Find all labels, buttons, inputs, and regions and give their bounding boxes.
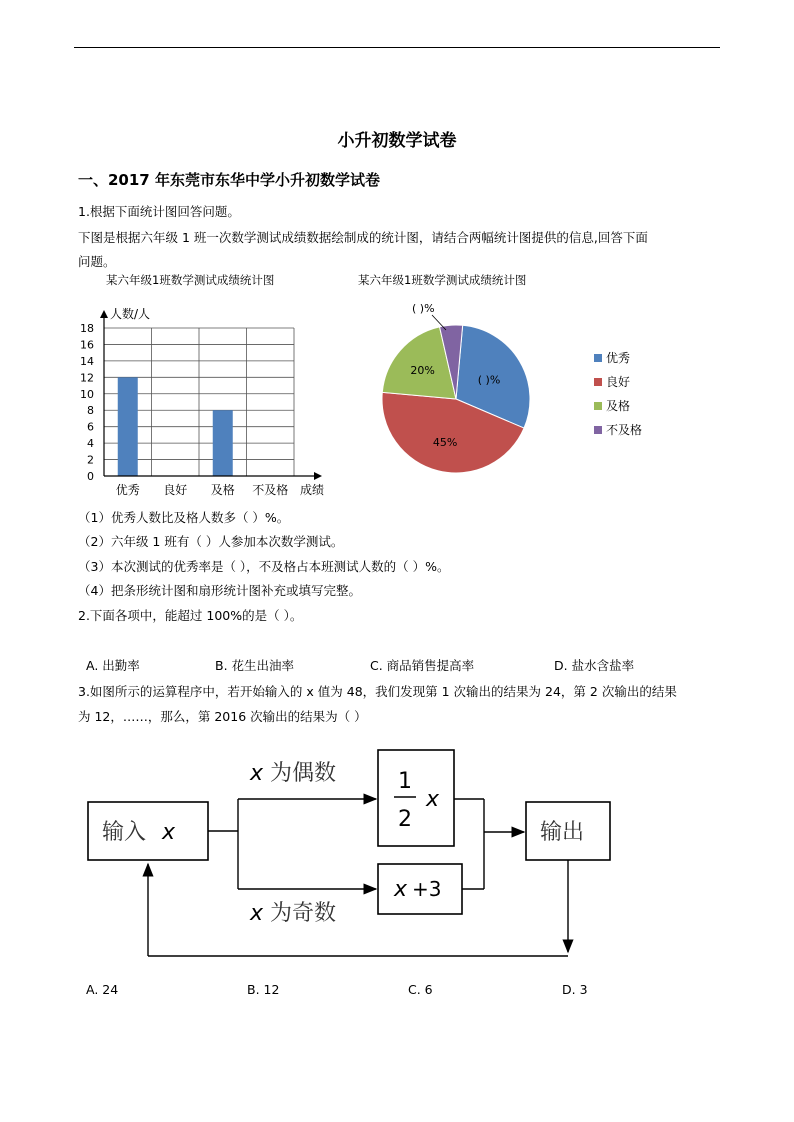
q2-stem: 2.下面各项中，能超过 100%的是（ ）。 — [78, 608, 303, 623]
bar-chart-title: 某六年级1班数学测试成绩统计图 — [106, 273, 275, 287]
q3-option-a[interactable]: A. 24 — [86, 982, 119, 997]
bar-y-axis-label: 人数/人 — [110, 307, 151, 321]
flow-half-numerator: 1 — [398, 769, 412, 794]
q1-sub1: （1）优秀人数比及格人数多（ ）%。 — [78, 510, 290, 525]
q2-option-b[interactable]: B. 花生出油率 — [215, 658, 295, 673]
q3-option-b[interactable]: B. 12 — [247, 982, 280, 997]
pie-chart-title: 某六年级1班数学测试成绩统计图 — [358, 273, 527, 287]
bar-y-tick-label: 2 — [87, 453, 94, 467]
q2-option-d[interactable]: D. 盐水含盐率 — [554, 658, 635, 673]
pie-legend-label: 优秀 — [606, 351, 631, 365]
flow-plus3-var: x — [394, 877, 408, 902]
bar-x-tick-label: 不及格 — [252, 483, 289, 497]
q1-sub3: （3）本次测试的优秀率是（ ），不及格占本班测试人数的（ ）%。 — [78, 559, 450, 574]
pie-legend-label: 不及格 — [606, 423, 643, 437]
bar-x-tick-label: 良好 — [163, 483, 188, 497]
bar-x-tick-label: 及格 — [210, 483, 235, 497]
bar-y-tick-label: 16 — [80, 338, 94, 352]
bar-2 — [213, 410, 233, 476]
pie-legend-swatch — [594, 402, 602, 410]
section-heading: 一、2017 年东莞市东华中学小升初数学试卷 — [78, 171, 380, 189]
q1-intro-line2: 问题。 — [78, 254, 116, 269]
flow-output-label: 输出 — [540, 820, 585, 845]
flow-odd-label: 为奇数 — [270, 901, 337, 926]
q1-intro-line1: 下图是根据六年级 1 班一次数学测试成绩数据绘制成的统计图，请结合两幅统计图提供的信息,回答下面 — [78, 230, 648, 245]
flow-even-label: 为偶数 — [270, 761, 337, 786]
q2-option-c[interactable]: C. 商品销售提高率 — [370, 658, 475, 673]
bar-y-tick-label: 8 — [87, 404, 94, 418]
bar-y-tick-label: 18 — [80, 322, 94, 335]
q3-option-c[interactable]: C. 6 — [408, 982, 433, 997]
bar-y-tick-label: 6 — [87, 420, 94, 434]
flow-plus3-label: +3 — [412, 877, 442, 901]
flow-half-denominator: 2 — [398, 807, 412, 832]
q1-stem: 1.根据下面统计图回答问题。 — [78, 204, 240, 219]
page-title: 小升初数学试卷 — [337, 131, 457, 151]
pie-slice-label: 20% — [410, 363, 435, 377]
flow-odd-var: x — [250, 901, 264, 926]
q2-option-a[interactable]: A. 出勤率 — [86, 658, 140, 673]
q3-stem-line1: 3.如图所示的运算程序中，若开始输入的 x 值为 48，我们发现第 1 次输出的结果为 24，第 2 次输出的结果 — [78, 684, 677, 699]
pie-legend-swatch — [594, 354, 602, 362]
pie-slice-label: 45% — [432, 436, 458, 450]
q1-sub2: （2）六年级 1 班有（ ）人参加本次数学测试。 — [78, 534, 344, 549]
pie-legend-label: 良好 — [606, 375, 631, 389]
bar-y-tick-label: 4 — [87, 437, 94, 451]
pie-outer-label: ( )% — [412, 302, 435, 315]
bar-chart — [72, 296, 342, 502]
pie-legend-label: 及格 — [606, 399, 631, 413]
q3-stem-line2: 为 12，……，那么，第 2016 次输出的结果为（ ） — [78, 709, 367, 724]
bar-x-axis-label: 成绩 — [300, 483, 325, 497]
bar-y-tick-label: 14 — [80, 354, 94, 368]
q3-option-d[interactable]: D. 3 — [562, 982, 588, 997]
pie-slice-label: ( )% — [477, 373, 501, 387]
flow-input-label: 输入 — [102, 820, 147, 845]
top-rule — [74, 47, 720, 48]
bar-y-tick-label: 12 — [80, 371, 94, 385]
q1-sub4: （4）把条形统计图和扇形统计图补充或填写完整。 — [78, 583, 361, 598]
pie-legend-swatch — [594, 426, 602, 434]
flow-even-var: x — [250, 761, 264, 786]
bar-y-tick-label: 10 — [80, 387, 94, 401]
bar-y-tick-label: 0 — [87, 470, 94, 483]
flowchart — [80, 740, 620, 970]
bar-x-tick-label: 优秀 — [115, 483, 140, 497]
flow-half-var: x — [426, 787, 440, 812]
flow-input-var: x — [162, 820, 176, 845]
pie-legend-swatch — [594, 378, 602, 386]
flow-half-box — [378, 750, 454, 846]
bar-0 — [118, 377, 138, 476]
pie-chart — [370, 294, 660, 484]
